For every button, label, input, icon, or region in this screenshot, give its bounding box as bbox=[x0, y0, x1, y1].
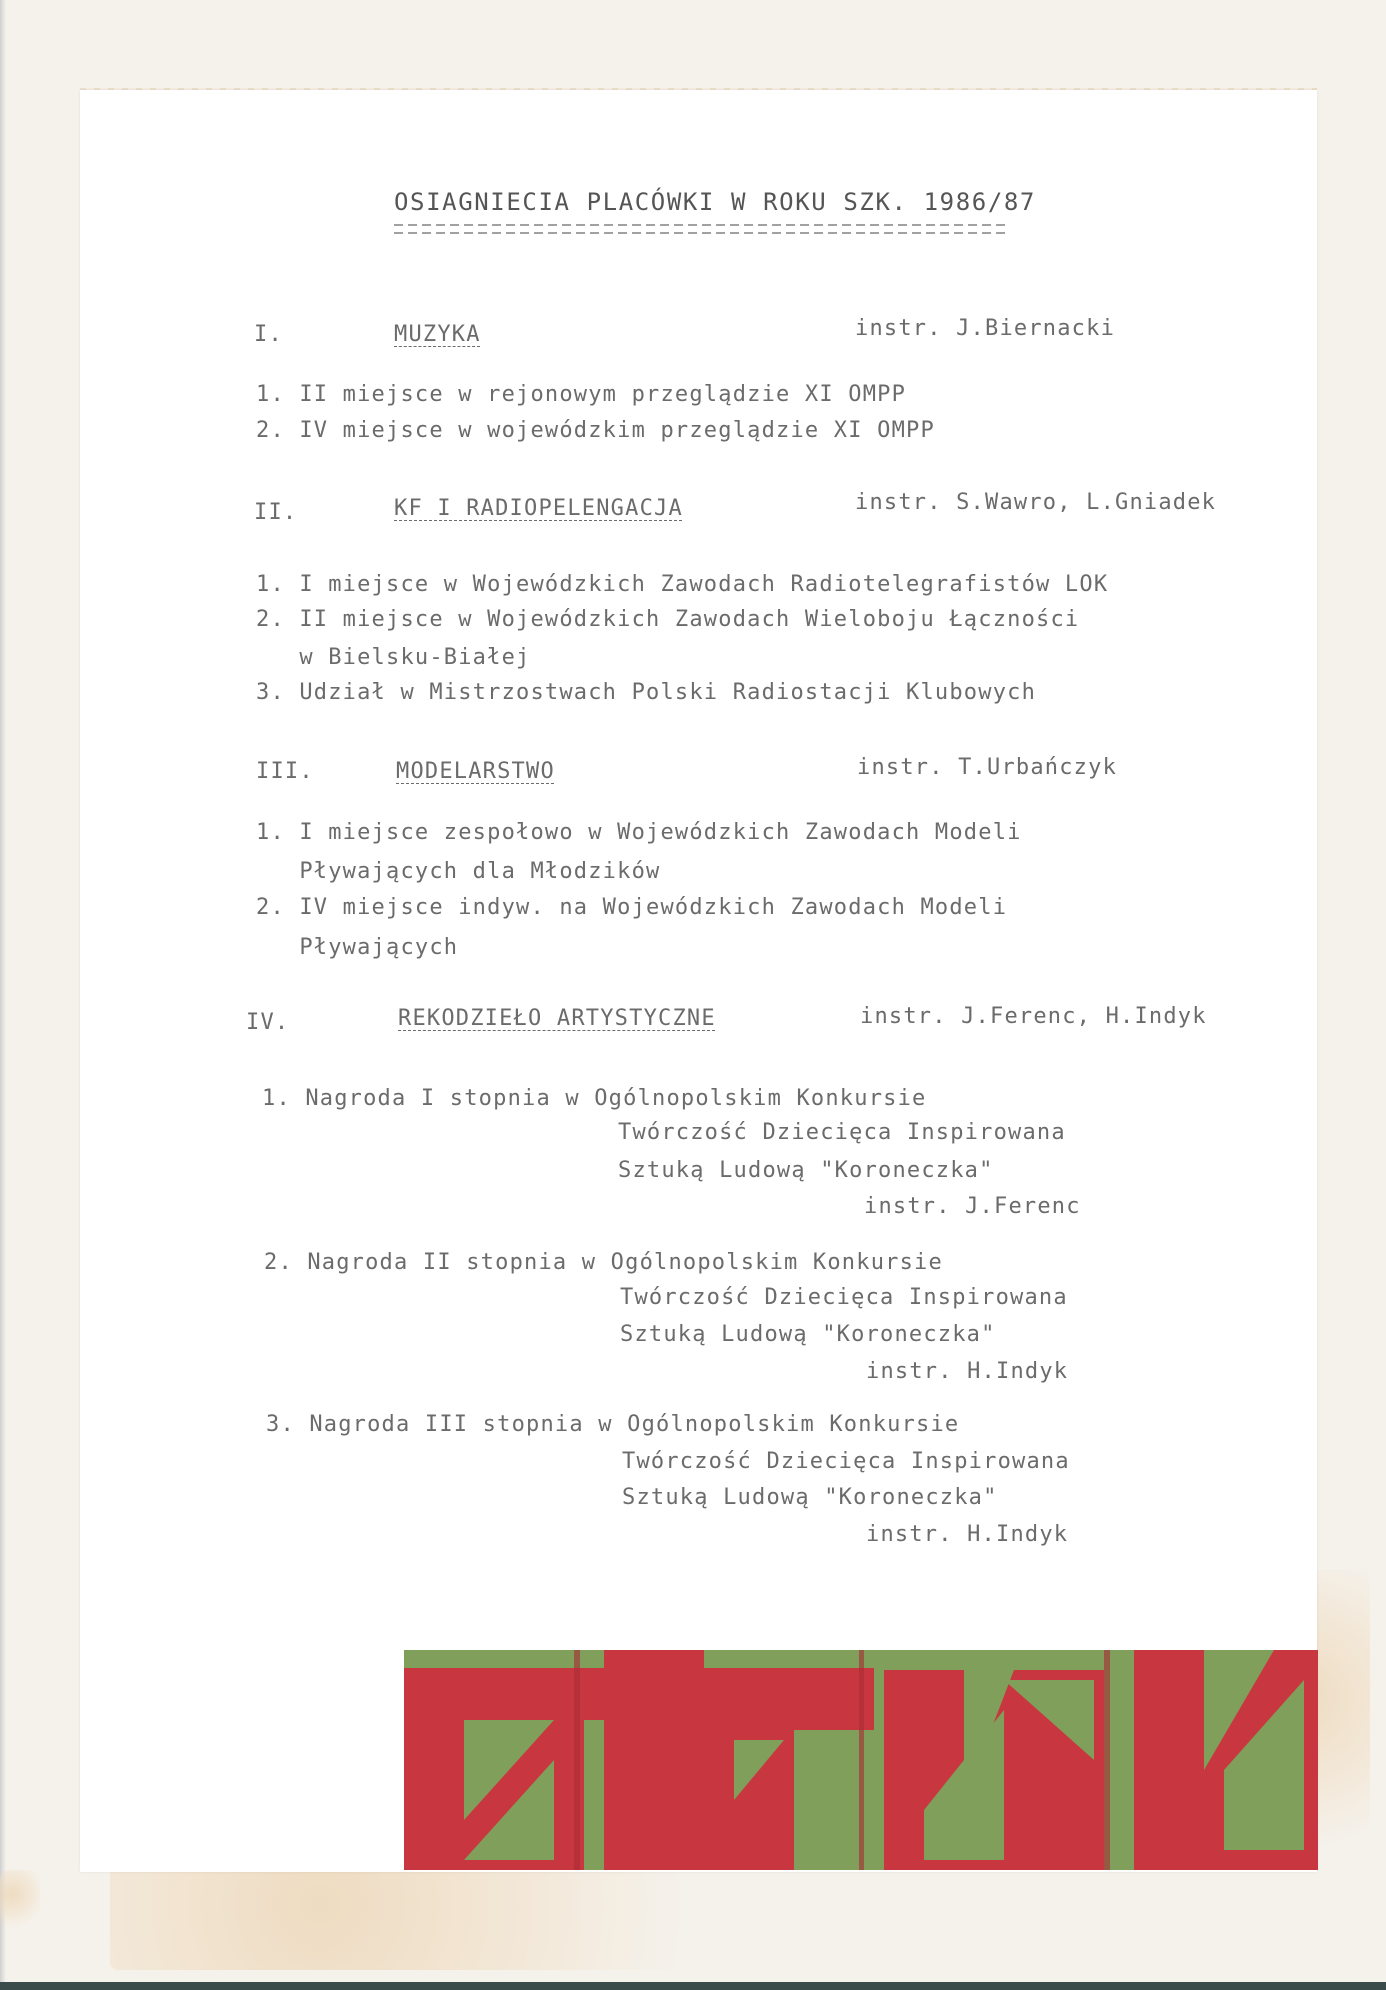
section-2-item-1: 1. I miejsce w Wojewódzkich Zawodach Radiotelegrafistów LOK bbox=[256, 572, 1109, 597]
section-3-item-1: 1. I miejsce zespołowo w Wojewódzkich Zawodach Modeli bbox=[256, 820, 1022, 845]
section-2-heading: KF I RADIOPELENGACJA bbox=[394, 496, 683, 521]
award-3-line-2: Twórczość Dziecięca Inspirowana bbox=[622, 1449, 1070, 1474]
section-2-instructor: instr. S.Wawro, L.Gniadek bbox=[855, 490, 1217, 515]
award-1-line-2: Twórczość Dziecięca Inspirowana bbox=[618, 1120, 1066, 1145]
section-2-item-2-cont: w Bielsku-Białej bbox=[256, 645, 531, 670]
award-2-instructor: instr. H.Indyk bbox=[866, 1359, 1069, 1384]
poster-graphic bbox=[404, 1650, 1318, 1870]
award-1-line-1: 1. Nagroda I stopnia w Ogólnopolskim Konkursie bbox=[262, 1086, 927, 1111]
section-2-numeral: II. bbox=[254, 500, 298, 525]
section-2-item-2: 2. II miejsce w Wojewódzkich Zawodach Wieloboju Łączności bbox=[256, 607, 1080, 632]
section-3-instructor: instr. T.Urbańczyk bbox=[857, 755, 1118, 780]
section-4-numeral: IV. bbox=[246, 1010, 290, 1035]
section-1-item-2: 2. IV miejsce w wojewódzkim przeglądzie XI OMPP bbox=[256, 418, 935, 443]
scan-bottom-edge bbox=[0, 1982, 1386, 1990]
award-3-line-3: Sztuką Ludową "Koroneczka" bbox=[622, 1485, 998, 1510]
section-1-item-1: 1. II miejsce w rejonowym przeglądzie XI OMPP bbox=[256, 382, 907, 407]
section-3-heading: MODELARSTWO bbox=[396, 759, 555, 784]
section-4-heading: REKODZIEŁO ARTYSTYCZNE bbox=[398, 1006, 716, 1031]
award-3-instructor: instr. H.Indyk bbox=[866, 1522, 1069, 1547]
section-3-item-1-cont: Pływających dla Młodzików bbox=[256, 859, 661, 884]
section-3-item-2-cont: Pływających bbox=[256, 935, 459, 960]
scan-left-edge bbox=[0, 0, 6, 1990]
section-3-numeral: III. bbox=[256, 759, 314, 784]
award-2-line-2: Twórczość Dziecięca Inspirowana bbox=[620, 1285, 1068, 1310]
page-title: OSIAGNIECIA PLACÓWKI W ROKU SZK. 1986/87 bbox=[394, 188, 1036, 216]
section-4-instructor: instr. J.Ferenc, H.Indyk bbox=[860, 1004, 1207, 1029]
decorative-poster-fragment bbox=[404, 1650, 1318, 1870]
section-3-item-2: 2. IV miejsce indyw. na Wojewódzkich Zawodach Modeli bbox=[256, 895, 1008, 920]
section-1-numeral: I. bbox=[254, 322, 283, 347]
award-2-line-3: Sztuką Ludową "Koroneczka" bbox=[620, 1322, 996, 1347]
section-1-instructor: instr. J.Biernacki bbox=[855, 316, 1116, 341]
paper-stain bbox=[110, 1860, 810, 1970]
award-3-line-1: 3. Nagroda III stopnia w Ogólnopolskim Konkursie bbox=[266, 1412, 960, 1437]
paper-stain bbox=[0, 1870, 40, 1930]
section-1-heading: MUZYKA bbox=[394, 322, 481, 347]
award-1-line-3: Sztuką Ludową "Koroneczka" bbox=[618, 1158, 994, 1183]
award-1-instructor: instr. J.Ferenc bbox=[864, 1194, 1081, 1219]
title-double-underline bbox=[394, 224, 1006, 234]
section-2-item-3: 3. Udział w Mistrzostwach Polski Radiostacji Klubowych bbox=[256, 680, 1037, 705]
award-2-line-1: 2. Nagroda II stopnia w Ogólnopolskim Konkursie bbox=[264, 1250, 943, 1275]
typed-sheet bbox=[80, 90, 1317, 1872]
